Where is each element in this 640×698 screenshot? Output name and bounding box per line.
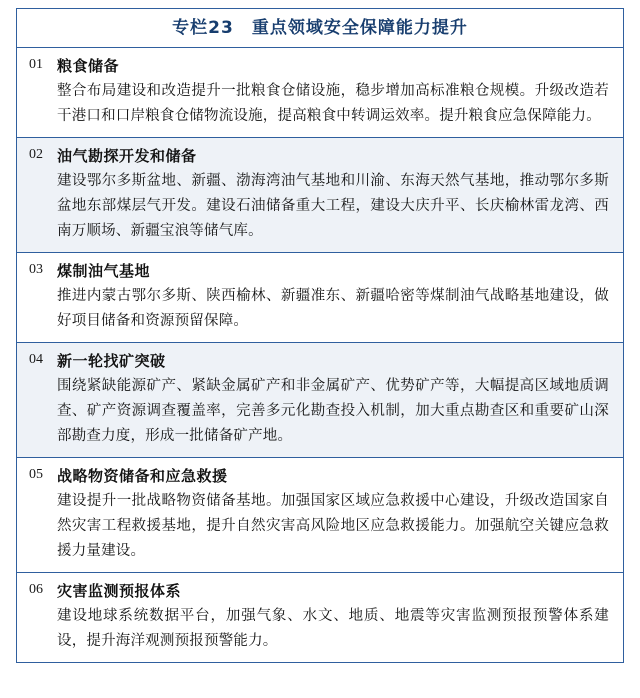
- item-text: 围绕紧缺能源矿产、紧缺金属矿产和非金属矿产、优势矿产等，大幅提高区域地质调查、矿产资源调查覆盖率，完善多元化勘查投入机制，加大重点勘查区和重要矿山深部勘查力度，形成一批储备矿产地。: [57, 378, 609, 444]
- item-number: 05: [29, 467, 43, 482]
- table-row: [17, 138, 623, 253]
- table-row: [17, 343, 623, 458]
- item-text: 整合布局建设和改造提升一批粮食仓储设施，稳步增加高标准粮仓规模。升级改造若干港口和口岸粮食仓储物流设施，提高粮食中转调运效率。提升粮食应急保障能力。: [57, 83, 609, 124]
- item-body: [55, 253, 623, 342]
- item-text: 建设地球系统数据平台，加强气象、水文、地质、地震等灾害监测预报预警体系建设，提升海洋观测预报预警能力。: [57, 608, 609, 649]
- item-title: 灾害监测预报体系: [57, 582, 182, 600]
- item-text: 建设鄂尔多斯盆地、新疆、渤海湾油气基地和川渝、东海天然气基地，推动鄂尔多斯盆地东部煤层气开发。建设石油储备重大工程，建设大庆升平、长庆榆林雷龙湾、西南万顺场、新疆宝浪等储气库。: [57, 173, 609, 239]
- item-body: [55, 573, 623, 662]
- table-row: [17, 458, 623, 573]
- item-body: [55, 138, 623, 252]
- box-header: [17, 9, 623, 48]
- item-body: [55, 343, 623, 457]
- item-number: 04: [29, 352, 43, 367]
- item-number: 06: [29, 582, 43, 597]
- item-title: 煤制油气基地: [57, 262, 151, 280]
- table-row: [17, 253, 623, 343]
- item-text: 建设提升一批战略物资储备基地。加强国家区域应急救援中心建设，升级改造国家自然灾害工程救援基地，提升自然灾害高风险地区应急救援能力。加强航空关键应急救援力量建设。: [57, 493, 609, 559]
- item-text: 推进内蒙古鄂尔多斯、陕西榆林、新疆准东、新疆哈密等煤制油气战略基地建设，做好项目储备和资源预留保障。: [57, 288, 609, 329]
- item-number: 02: [29, 147, 43, 162]
- table-row: [17, 48, 623, 138]
- page-title: 专栏23 重点领域安全保障能力提升: [172, 18, 468, 38]
- item-title: 油气勘探开发和储备: [57, 147, 197, 165]
- item-number: 01: [29, 57, 43, 72]
- item-body: [55, 458, 623, 572]
- item-number: 03: [29, 262, 43, 277]
- item-title: 战略物资储备和应急救援: [57, 467, 228, 485]
- table-row: [17, 573, 623, 662]
- column-box: [16, 8, 624, 663]
- item-body: [55, 48, 623, 137]
- item-title: 粮食储备: [57, 57, 120, 75]
- item-title: 新一轮找矿突破: [57, 352, 166, 370]
